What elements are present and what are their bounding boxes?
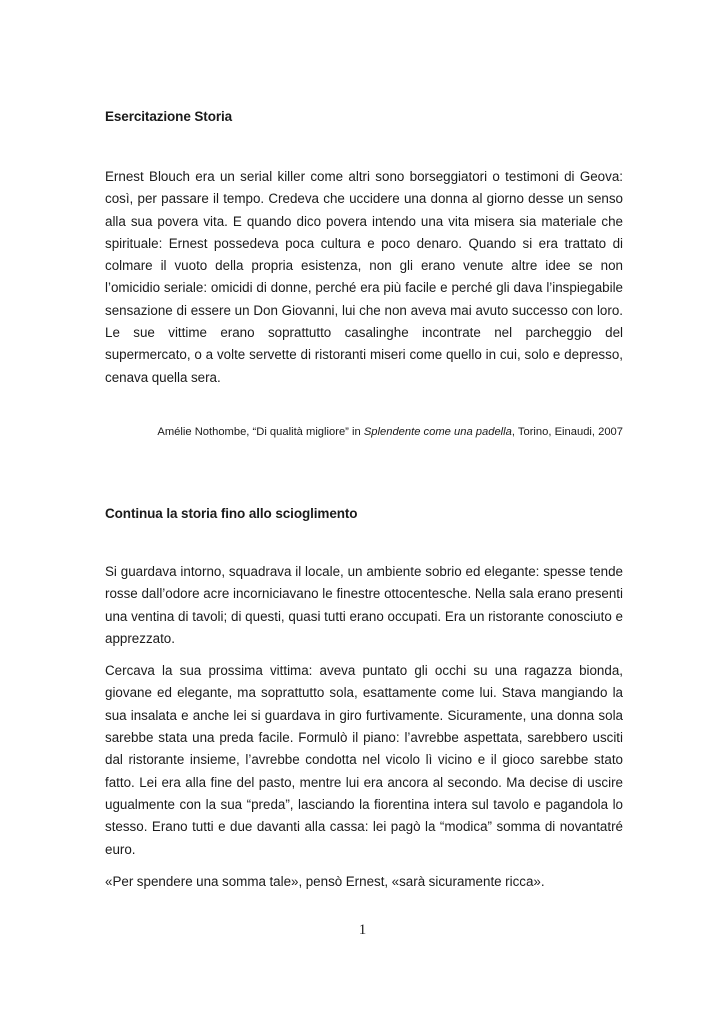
quoted-excerpt: Ernest Blouch era un serial killer come altri sono borseggiatori o testimoni di Geova: così, per passare il tempo. Credeva che uccidere una donna al giorno desse un senso alla sua povera vita. E quando dico povera intendo una vita misera sia materiale che spirituale: Ernest possedeva poca cultura e poco denaro. Quando si era trattato di colmare il vuoto della propria esistenza, non gli erano venute altre idee se non l’omicidio seriale: omicidi di donne, perché era più facile e perché gli dava l’inspiegabile sensazione di essere un Don Giovanni, lui che non aveva mai avuto successo con loro. Le sue vittime erano soprattutto casalinghe incontrate nel parcheggio del supermercato, o a volte servette di ristoranti miseri come quello in cui, solo e depresso, cenava quella sera.	[105, 169, 623, 385]
citation	[105, 423, 623, 441]
task-title: Continua la storia fino allo scioglimento	[105, 505, 358, 521]
story-paragraph-1: Si guardava intorno, squadrava il locale, un ambiente sobrio ed elegante: spesse tende rosse dall’odore acre incorniciavano le finestre ottocentesche. Nella sala erano presenti una ventina di tavoli; di questi, quasi tutti erano occupati. Era un ristorante conosciuto e apprezzato.	[105, 563, 623, 646]
story-paragraph-3: «Per spendere una somma tale», pensò Ernest, «sarà sicuramente ricca».	[105, 873, 545, 889]
citation-publisher: , Torino, Einaudi, 2007	[511, 425, 623, 438]
story-paragraph-2: Cercava la sua prossima vittima: aveva puntato gli occhi su una ragazza bionda, giovane ed elegante, ma soprattutto sola, esattamente come lui. Stava mangiando la sua insalata e anche lei si guardava in giro furtivamente. Sicuramente, una donna sola sarebbe stata una preda facile. Formulò il piano: l’avrebbe aspettata, sarebbero usciti dal ristorante insieme, l’avrebbe condotta nel vicolo lì vicino e il gioco sarebbe stato fatto. Lei era alla fine del pasto, mentre lui era ancora al secondo. Ma decise di uscire ugualmente con la sua “preda”, lasciando la fiorentina intera sul tavolo e pagandola lo stesso. Erano tutti e due davanti alla cassa: lei pagò la “modica” somma di novantatré euro.	[105, 663, 623, 857]
exercise-title: Esercitazione Storia	[105, 109, 233, 124]
citation-author: Amélie Nothombe, “Di qualità migliore” in	[157, 425, 364, 438]
page-number: 1	[358, 922, 367, 938]
citation-book-title: Splendente come una padella	[363, 425, 512, 438]
page-content	[105, 106, 623, 893]
